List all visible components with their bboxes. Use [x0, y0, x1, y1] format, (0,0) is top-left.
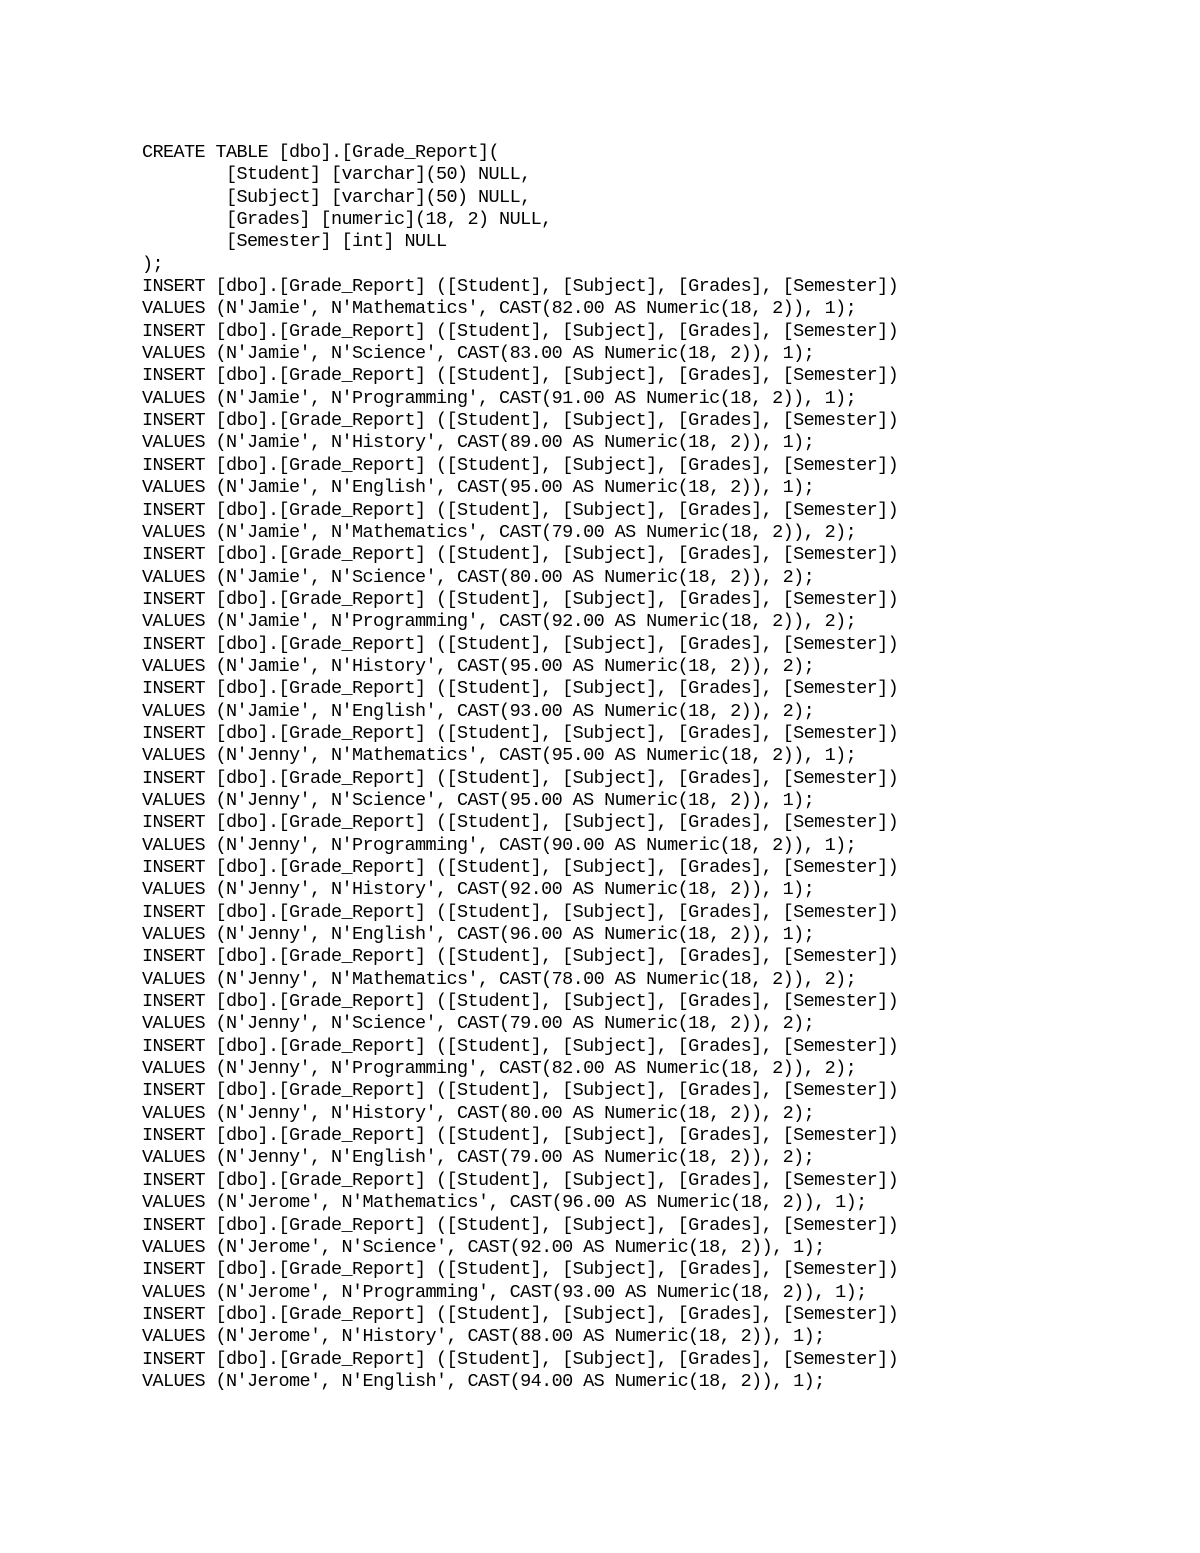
code-line: VALUES (N'Jenny', N'Science', CAST(79.00 AS Numeric(18, 2)), 2);	[142, 1013, 815, 1035]
code-line: [Grades] [numeric](18, 2) NULL,	[142, 209, 552, 231]
code-line: INSERT [dbo].[Grade_Report] ([Student], [Subject], [Grades], [Semester])	[142, 1169, 899, 1191]
code-line: VALUES (N'Jerome', N'Mathematics', CAST(96.00 AS Numeric(18, 2)), 1);	[142, 1192, 867, 1214]
code-line: VALUES (N'Jamie', N'Mathematics', CAST(79.00 AS Numeric(18, 2)), 2);	[142, 521, 857, 543]
code-line: VALUES (N'Jenny', N'Programming', CAST(90.00 AS Numeric(18, 2)), 1);	[142, 834, 857, 856]
code-line: VALUES (N'Jamie', N'English', CAST(93.00 AS Numeric(18, 2)), 2);	[142, 700, 815, 722]
code-line: );	[142, 253, 164, 275]
code-line: INSERT [dbo].[Grade_Report] ([Student], [Subject], [Grades], [Semester])	[142, 454, 899, 476]
code-line: INSERT [dbo].[Grade_Report] ([Student], [Subject], [Grades], [Semester])	[142, 1348, 899, 1370]
code-line: VALUES (N'Jamie', N'Programming', CAST(92.00 AS Numeric(18, 2)), 2);	[142, 611, 857, 633]
code-line: VALUES (N'Jenny', N'Mathematics', CAST(78.00 AS Numeric(18, 2)), 2);	[142, 968, 857, 990]
code-line: INSERT [dbo].[Grade_Report] ([Student], [Subject], [Grades], [Semester])	[142, 1080, 899, 1102]
code-line: INSERT [dbo].[Grade_Report] ([Student], [Subject], [Grades], [Semester])	[142, 1303, 899, 1325]
code-line: [Subject] [varchar](50) NULL,	[142, 186, 531, 208]
code-line: INSERT [dbo].[Grade_Report] ([Student], [Subject], [Grades], [Semester])	[142, 320, 899, 342]
code-line: INSERT [dbo].[Grade_Report] ([Student], [Subject], [Grades], [Semester])	[142, 722, 899, 744]
code-line: VALUES (N'Jamie', N'Science', CAST(80.00 AS Numeric(18, 2)), 2);	[142, 566, 815, 588]
code-line: VALUES (N'Jamie', N'Mathematics', CAST(82.00 AS Numeric(18, 2)), 1);	[142, 298, 857, 320]
code-line: INSERT [dbo].[Grade_Report] ([Student], [Subject], [Grades], [Semester])	[142, 1214, 899, 1236]
code-line: VALUES (N'Jenny', N'Mathematics', CAST(95.00 AS Numeric(18, 2)), 1);	[142, 745, 857, 767]
code-line: INSERT [dbo].[Grade_Report] ([Student], [Subject], [Grades], [Semester])	[142, 678, 899, 700]
code-line: VALUES (N'Jerome', N'History', CAST(88.00 AS Numeric(18, 2)), 1);	[142, 1326, 825, 1348]
code-line: INSERT [dbo].[Grade_Report] ([Student], [Subject], [Grades], [Semester])	[142, 812, 899, 834]
code-line: INSERT [dbo].[Grade_Report] ([Student], [Subject], [Grades], [Semester])	[142, 633, 899, 655]
code-line: INSERT [dbo].[Grade_Report] ([Student], [Subject], [Grades], [Semester])	[142, 499, 899, 521]
code-line: VALUES (N'Jamie', N'Programming', CAST(91.00 AS Numeric(18, 2)), 1);	[142, 387, 857, 409]
code-line: INSERT [dbo].[Grade_Report] ([Student], [Subject], [Grades], [Semester])	[142, 276, 899, 298]
code-line: VALUES (N'Jenny', N'English', CAST(79.00 AS Numeric(18, 2)), 2);	[142, 1147, 815, 1169]
code-line: INSERT [dbo].[Grade_Report] ([Student], [Subject], [Grades], [Semester])	[142, 410, 899, 432]
code-line: INSERT [dbo].[Grade_Report] ([Student], [Subject], [Grades], [Semester])	[142, 1125, 899, 1147]
code-line: INSERT [dbo].[Grade_Report] ([Student], [Subject], [Grades], [Semester])	[142, 544, 899, 566]
code-line: VALUES (N'Jenny', N'History', CAST(92.00 AS Numeric(18, 2)), 1);	[142, 879, 815, 901]
code-line: VALUES (N'Jenny', N'Science', CAST(95.00 AS Numeric(18, 2)), 1);	[142, 789, 815, 811]
code-line: VALUES (N'Jerome', N'Science', CAST(92.00 AS Numeric(18, 2)), 1);	[142, 1236, 825, 1258]
code-line: INSERT [dbo].[Grade_Report] ([Student], [Subject], [Grades], [Semester])	[142, 901, 899, 923]
code-line: CREATE TABLE [dbo].[Grade_Report](	[142, 142, 500, 163]
code-line: VALUES (N'Jerome', N'English', CAST(94.00 AS Numeric(18, 2)), 1);	[142, 1370, 825, 1392]
code-line: VALUES (N'Jenny', N'English', CAST(96.00 AS Numeric(18, 2)), 1);	[142, 924, 815, 946]
code-line: INSERT [dbo].[Grade_Report] ([Student], [Subject], [Grades], [Semester])	[142, 365, 899, 387]
sql-code-block	[142, 142, 898, 1393]
code-line: INSERT [dbo].[Grade_Report] ([Student], [Subject], [Grades], [Semester])	[142, 1035, 899, 1057]
code-line: VALUES (N'Jerome', N'Programming', CAST(93.00 AS Numeric(18, 2)), 1);	[142, 1281, 867, 1303]
code-line: [Semester] [int] NULL	[142, 231, 447, 253]
code-line: [Student] [varchar](50) NULL,	[142, 164, 531, 186]
code-line: VALUES (N'Jamie', N'History', CAST(89.00 AS Numeric(18, 2)), 1);	[142, 432, 815, 454]
code-line: INSERT [dbo].[Grade_Report] ([Student], [Subject], [Grades], [Semester])	[142, 767, 899, 789]
code-line: INSERT [dbo].[Grade_Report] ([Student], [Subject], [Grades], [Semester])	[142, 1259, 899, 1281]
code-line: VALUES (N'Jenny', N'Programming', CAST(82.00 AS Numeric(18, 2)), 2);	[142, 1058, 857, 1080]
code-line: INSERT [dbo].[Grade_Report] ([Student], [Subject], [Grades], [Semester])	[142, 588, 899, 610]
code-line: VALUES (N'Jamie', N'History', CAST(95.00 AS Numeric(18, 2)), 2);	[142, 655, 815, 677]
code-line: INSERT [dbo].[Grade_Report] ([Student], [Subject], [Grades], [Semester])	[142, 857, 899, 878]
code-line: VALUES (N'Jamie', N'Science', CAST(83.00 AS Numeric(18, 2)), 1);	[142, 343, 815, 365]
code-line: INSERT [dbo].[Grade_Report] ([Student], [Subject], [Grades], [Semester])	[142, 946, 899, 968]
code-line: INSERT [dbo].[Grade_Report] ([Student], [Subject], [Grades], [Semester])	[142, 991, 899, 1013]
code-line: VALUES (N'Jenny', N'History', CAST(80.00 AS Numeric(18, 2)), 2);	[142, 1102, 815, 1124]
code-line: VALUES (N'Jamie', N'English', CAST(95.00 AS Numeric(18, 2)), 1);	[142, 477, 815, 499]
